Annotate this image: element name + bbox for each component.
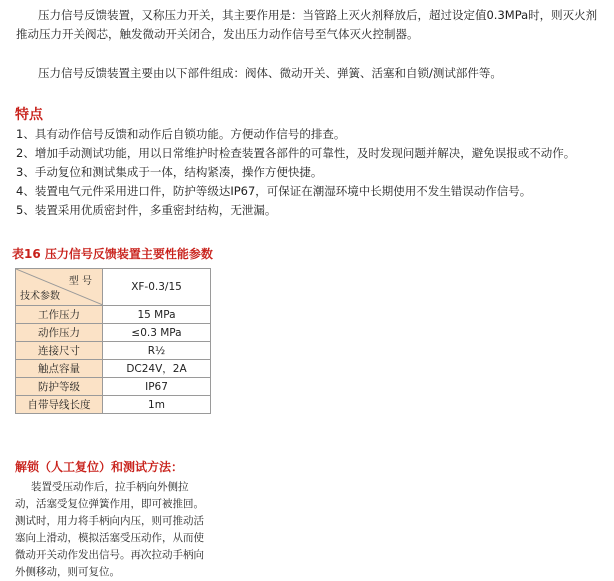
param-label: 连接尺寸 — [16, 342, 103, 360]
intro-text-2: 压力信号反馈装置主要由以下部件组成：阀体、微动开关、弹簧、活塞和自锁/测试部件等。 — [38, 66, 502, 80]
param-value: IP67 — [103, 378, 211, 396]
param-label: 防护等级 — [16, 378, 103, 396]
diagonal-header-cell — [16, 269, 103, 306]
unlock-instructions: 装置受压动作后，拉手柄向外侧拉动，活塞受复位弹簧作用，即可被推回。测试时，用力将手柄向内压，则可推动活塞向上滑动，模拟活塞受压动作，从而使微动开关动作发出信号。再次拉动手柄向外侧移动，则可复位。 — [15, 481, 204, 578]
table-row — [16, 378, 211, 396]
feature-item: 5、装置采用优质密封件，多重密封结构，无泄漏。 — [16, 203, 277, 217]
param-value: 1m — [103, 396, 211, 414]
table-title: 表16 压力信号反馈装置主要性能参数 — [12, 247, 213, 261]
feature-item: 2、增加手动测试功能，用以日常维护时检查装置各部件的可靠性，及时发现问题并解决，避免误报或不动作。 — [16, 146, 576, 160]
param-value: 15 MPa — [103, 306, 211, 324]
table-row — [16, 342, 211, 360]
table-row — [16, 306, 211, 324]
spec-table — [15, 268, 211, 414]
param-value: DC24V，2A — [103, 360, 211, 378]
table-row — [16, 324, 211, 342]
table-row — [16, 360, 211, 378]
intro-paragraph-1 — [16, 6, 606, 44]
table-row — [16, 396, 211, 414]
features-heading: 特点 — [15, 107, 43, 123]
feature-item: 3、手动复位和测试集成于一体，结构紧凑，操作方便快捷。 — [16, 165, 323, 179]
param-label: 自带导线长度 — [16, 396, 103, 414]
header-type-label: 型 号 — [68, 276, 92, 287]
features-list — [16, 125, 575, 220]
feature-item: 1、具有动作信号反馈和动作后自锁功能。方便动作信号的排查。 — [16, 127, 346, 141]
param-label: 工作压力 — [16, 306, 103, 324]
param-label: 动作压力 — [16, 324, 103, 342]
table-header-row — [16, 269, 211, 306]
intro-text-1: 压力信号反馈装置，又称压力开关，其主要作用是：当管路上灭火剂释放后，超过设定值0.3MPa时，则灭火剂推动压力开关阀芯，触发微动开关闭合，发出压力动作信号至气体灭火控制器。 — [16, 8, 598, 41]
param-value: R½ — [103, 342, 211, 360]
param-label: 触点容量 — [16, 360, 103, 378]
param-value: ≤0.3 MPa — [103, 324, 211, 342]
model-cell: XF-0.3/15 — [103, 269, 211, 306]
header-param-label: 技术参数 — [20, 291, 60, 302]
intro-paragraph-2 — [16, 64, 606, 83]
unlock-heading: 解锁（人工复位）和测试方法： — [15, 460, 184, 474]
feature-item: 4、装置电气元件采用进口件，防护等级达IP67，可保证在潮湿环境中长期使用不发生错误动作信号。 — [16, 184, 532, 198]
